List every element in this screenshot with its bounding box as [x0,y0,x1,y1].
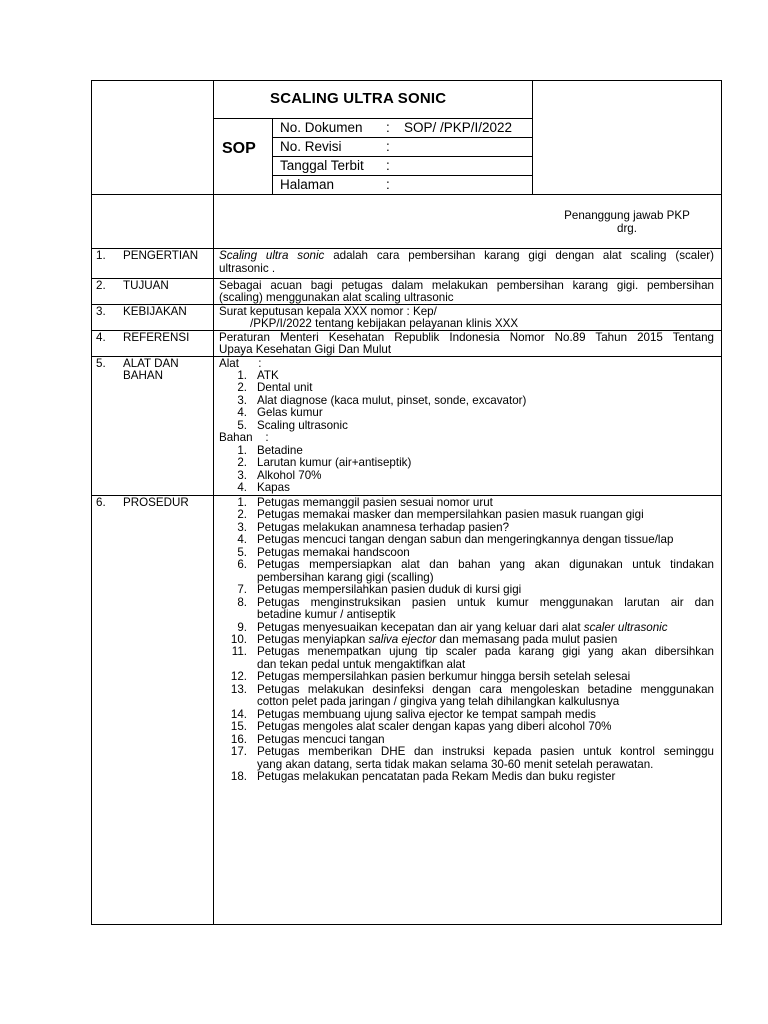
border-right [721,80,722,925]
list-item: 13. Petugas melakukan desinfeksi dengan cara mengoleskan betadine menggunakan cotton pelet pada jaringan / gingiva yang telah dihilangkan kalkulusnya [230,682,714,709]
list-item: 2. Petugas memakai masker dan mempersilahkan pasien masuk ruangan gigi [237,508,644,522]
column-divider [213,80,214,925]
penanggung-jawab-label: Penanggung jawab PKP [564,209,690,222]
meta-sep-no-dokumen: : [386,120,390,135]
list-item: 4. Gelas kumur [237,406,323,420]
list-item: 3. Alkohol 70% [237,468,322,482]
section-number-kebijakan: 3. [96,305,106,318]
kebijakan-line-1: Surat keputusan kepala XXX nomor : Kep/ [219,305,437,318]
tujuan-line-2: (scaling) menggunakan alat scaling ultrasonic [219,291,454,304]
meta-value-no-dokumen: SOP/ /PKP/I/2022 [404,120,513,135]
title-divider [213,118,533,119]
meta-label-no-revisi: No. Revisi [280,139,342,154]
list-item: 17. Petugas memberikan DHE dan instruksi kepada pasien untuk kontrol seminggu yang akan datang, serta tidak makan selama 30-60 menit setelah perawatan. [230,745,714,771]
list-item: 15. Petugas mengoles alat scaler dengan kapas yang diberi alcohol 70% [230,720,612,734]
meta-label-tanggal-terbit: Tanggal Terbit [280,158,364,173]
border-left [91,80,92,925]
pengertian-term: Scaling ultra sonic [219,249,325,262]
meta-row-3 [272,175,532,176]
meta-sep-halaman: : [386,177,390,192]
referensi-line-2: Upaya Kesehatan Gigi Dan Mulut [219,343,392,356]
list-item: 1. ATK [237,369,279,382]
section-title-alat-2: BAHAN [123,369,163,382]
section-number-pengertian: 1. [96,249,106,262]
section-number-alat: 5. [96,357,106,370]
tujuan-line-1-text: Sebagai acuan bagi petugas dalam melakukan pembersihan karang gigi. pembersihan [219,279,714,292]
section-title-alat-1: ALAT DAN [123,357,179,370]
list-item: 1. Petugas memanggil pasien sesuai nomor urut [237,496,493,509]
list-item: 10. Petugas menyiapkan saliva ejector dan memasang pada mulut pasien [230,632,618,646]
pengertian-line-1 [219,250,714,262]
header-right-divider [532,80,533,195]
section-title-tujuan: TUJUAN [123,279,169,292]
meta-sep-tanggal-terbit: : [386,158,390,173]
section-title-pengertian: PENGERTIAN [123,249,199,262]
kebijakan-line-2: /PKP/I/2022 tentang kebijakan pelayanan klinis XXX [250,317,519,330]
list-item: 8. Petugas menginstruksikan pasien untuk kumur menggunakan larutan air dan betadine kumur / antiseptik [237,595,714,622]
bahan-list [219,445,411,495]
row-line-4 [91,356,722,357]
pengertian-line-2: ultrasonic . [219,262,276,275]
pengertian-definition: adalah cara pembersihan karang gigi dengan alat scaling (scaler) [324,249,714,262]
border-top [91,80,722,81]
list-item: 2. Dental unit [237,381,313,395]
list-item: 18. Petugas melakukan pencatatan pada Rekam Medis dan buku register [230,769,616,783]
list-item: 3. Petugas melakukan anamnesa terhadap pasien? [237,520,510,534]
list-item: 2. Larutan kumur (air+antiseptik) [237,456,412,470]
list-item: 3. Alat diagnose (kaca mulut, pinset, sonde, excavator) [237,393,527,407]
section-title-prosedur: PROSEDUR [123,496,189,509]
meta-row-1 [272,137,532,138]
list-item: 5. Petugas memakai handscoon [237,545,410,559]
alat-list [219,370,526,432]
list-item: 16. Petugas mencuci tangan [230,732,385,746]
penanggung-jawab-name: drg. [617,222,637,235]
list-item: 11. Petugas menempatkan ujung tip scaler pada karang gigi yang akan dibersihkan dan tekan pedal untuk mengaktifkan alat [231,645,714,671]
list-item: 5. Scaling ultrasonic [237,418,348,432]
list-item: 1. Betadine [237,444,303,457]
border-bottom [91,924,722,925]
section-title-kebijakan: KEBIJAKAN [123,305,187,318]
list-item: 4. Kapas [237,481,290,495]
list-item: 4. Petugas mencuci tangan dengan sabun dan mengeringkannya dengan tissue/lap [237,533,674,547]
referensi-line-1-text: Peraturan Menteri Kesehatan Republik Indonesia Nomor No.89 Tahun 2015 Tentang [219,331,714,344]
prosedur-list [219,497,714,783]
section-number-referensi: 4. [96,331,106,344]
header-bottom [91,194,722,195]
meta-row-2 [272,156,532,157]
section-number-prosedur: 6. [96,496,106,509]
list-item: 6. Petugas mempersiapkan alat dan bahan yang akan digunakan untuk tindakan pembersihan karang gigi (scalling) [237,558,714,584]
list-item: 12. Petugas mempersilahkan pasien berkumur hingga bersih setelah selesai [230,670,631,684]
document-title: SCALING ULTRA SONIC [270,90,447,107]
bahan-label: Bahan : [219,431,269,444]
meta-label-no-dokumen: No. Dokumen [280,120,363,135]
alat-label: Alat : [219,357,262,370]
sop-label: SOP [222,140,256,157]
meta-sep-no-revisi: : [386,139,390,154]
list-item: 7. Petugas mempersilahkan pasien duduk di kursi gigi [237,583,522,597]
section-number-tujuan: 2. [96,279,106,292]
list-item: 14. Petugas membuang ujung saliva ejector ke tempat sampah medis [230,707,596,721]
list-item: 9. Petugas menyesuaikan kecepatan dan air yang keluar dari alat scaler ultrasonic [237,620,668,634]
section-title-referensi: REFERENSI [123,331,190,344]
meta-label-halaman: Halaman [280,177,335,192]
